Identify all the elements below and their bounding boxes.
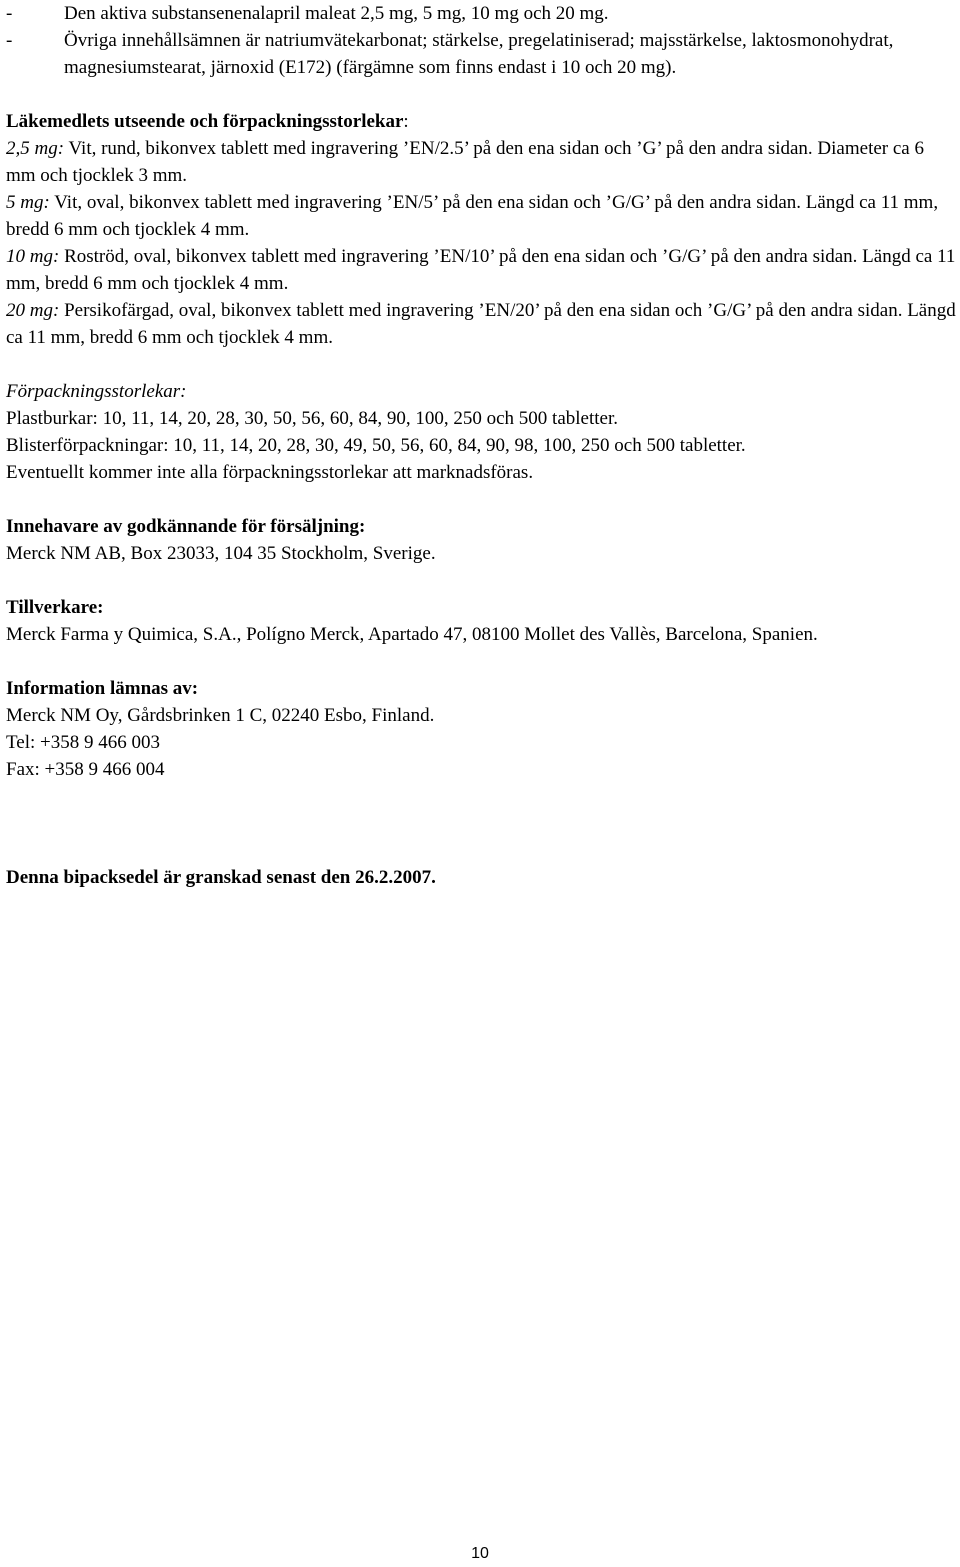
dose-label: 5 mg: — [6, 192, 50, 213]
packaging-section — [6, 378, 958, 486]
page-number: 10 — [471, 1545, 489, 1562]
appearance-heading: Läkemedlets utseende och förpackningsstorlekar — [6, 111, 404, 132]
bullet-dash: - — [6, 3, 13, 24]
manufacturer-heading: Tillverkare: — [6, 597, 104, 618]
info-address: Merck NM Oy, Gårdsbrinken 1 C, 02240 Esbo, Finland. — [6, 705, 435, 726]
holder-heading: Innehavare av godkännande för försäljning: — [6, 516, 366, 537]
info-heading: Information lämnas av: — [6, 678, 199, 699]
ingredient-other-text: Övriga innehållsämnen är natriumvätekarbonat; stärkelse, pregelatiniserad; majsstärkelse, laktosmonohydrat, magnesiumstearat, järnoxid (E172) (färgämne som finns endast i 10 och 20 mg). — [64, 30, 894, 78]
manufacturer-section — [6, 594, 958, 648]
packaging-note: Eventuellt kommer inte alla förpackningsstorlekar att marknadsföras. — [6, 462, 534, 483]
appearance-item-2-5mg — [6, 135, 958, 189]
ingredient-active-text: Den aktiva substansenenalapril maleat 2,5 mg, 5 mg, 10 mg och 20 mg. — [64, 3, 609, 24]
appearance-item-20mg — [6, 297, 958, 351]
info-fax: Fax: +358 9 466 004 — [6, 759, 165, 780]
ingredient-other — [6, 27, 958, 81]
dose-label: 20 mg: — [6, 300, 60, 321]
revision-date: Denna bipacksedel är granskad senast den 26.2.2007. — [6, 867, 436, 888]
appearance-section — [6, 108, 958, 351]
dose-label: 2,5 mg: — [6, 138, 65, 159]
appearance-heading-line — [6, 108, 958, 135]
document-page — [6, 0, 958, 891]
dose-description: Persikofärgad, oval, bikonvex tablett med ingravering ’EN/20’ på den ena sidan och ’G/G’ på den andra sidan. Längd ca 11 mm, bredd 6 mm och tjocklek 4 mm. — [6, 300, 956, 348]
manufacturer-text: Merck Farma y Quimica, S.A., Polígno Merck, Apartado 47, 08100 Mollet des Vallès, Barcelona, Spanien. — [6, 624, 818, 645]
packaging-heading: Förpackningsstorlekar: — [6, 381, 187, 402]
info-tel: Tel: +358 9 466 003 — [6, 732, 160, 753]
holder-section — [6, 513, 958, 567]
appearance-item-5mg — [6, 189, 958, 243]
dose-description: Roströd, oval, bikonvex tablett med ingravering ’EN/10’ på den ena sidan och ’G/G’ på den andra sidan. Längd ca 11 mm, bredd 6 mm och tjocklek 4 mm. — [6, 246, 956, 294]
appearance-heading-colon: : — [403, 111, 409, 132]
info-section — [6, 675, 958, 783]
appearance-item-10mg — [6, 243, 958, 297]
holder-text: Merck NM AB, Box 23033, 104 35 Stockholm, Sverige. — [6, 543, 436, 564]
dose-description: Vit, rund, bikonvex tablett med ingravering ’EN/2.5’ på den ena sidan och ’G’ på den andra sidan. Diameter ca 6 mm och tjocklek 3 mm. — [6, 138, 924, 186]
ingredient-active — [6, 0, 958, 27]
bullet-dash: - — [6, 30, 13, 51]
dose-label: 10 mg: — [6, 246, 60, 267]
packaging-blisters: Blisterförpackningar: 10, 11, 14, 20, 28, 30, 49, 50, 56, 60, 84, 90, 98, 100, 250 och 500 tabletter. — [6, 435, 746, 456]
ingredient-list — [6, 0, 958, 81]
packaging-bottles: Plastburkar: 10, 11, 14, 20, 28, 30, 50, 56, 60, 84, 90, 100, 250 och 500 tabletter. — [6, 408, 618, 429]
dose-description: Vit, oval, bikonvex tablett med ingravering ’EN/5’ på den ena sidan och ’G/G’ på den andra sidan. Längd ca 11 mm, bredd 6 mm och tjocklek 4 mm. — [6, 192, 939, 240]
